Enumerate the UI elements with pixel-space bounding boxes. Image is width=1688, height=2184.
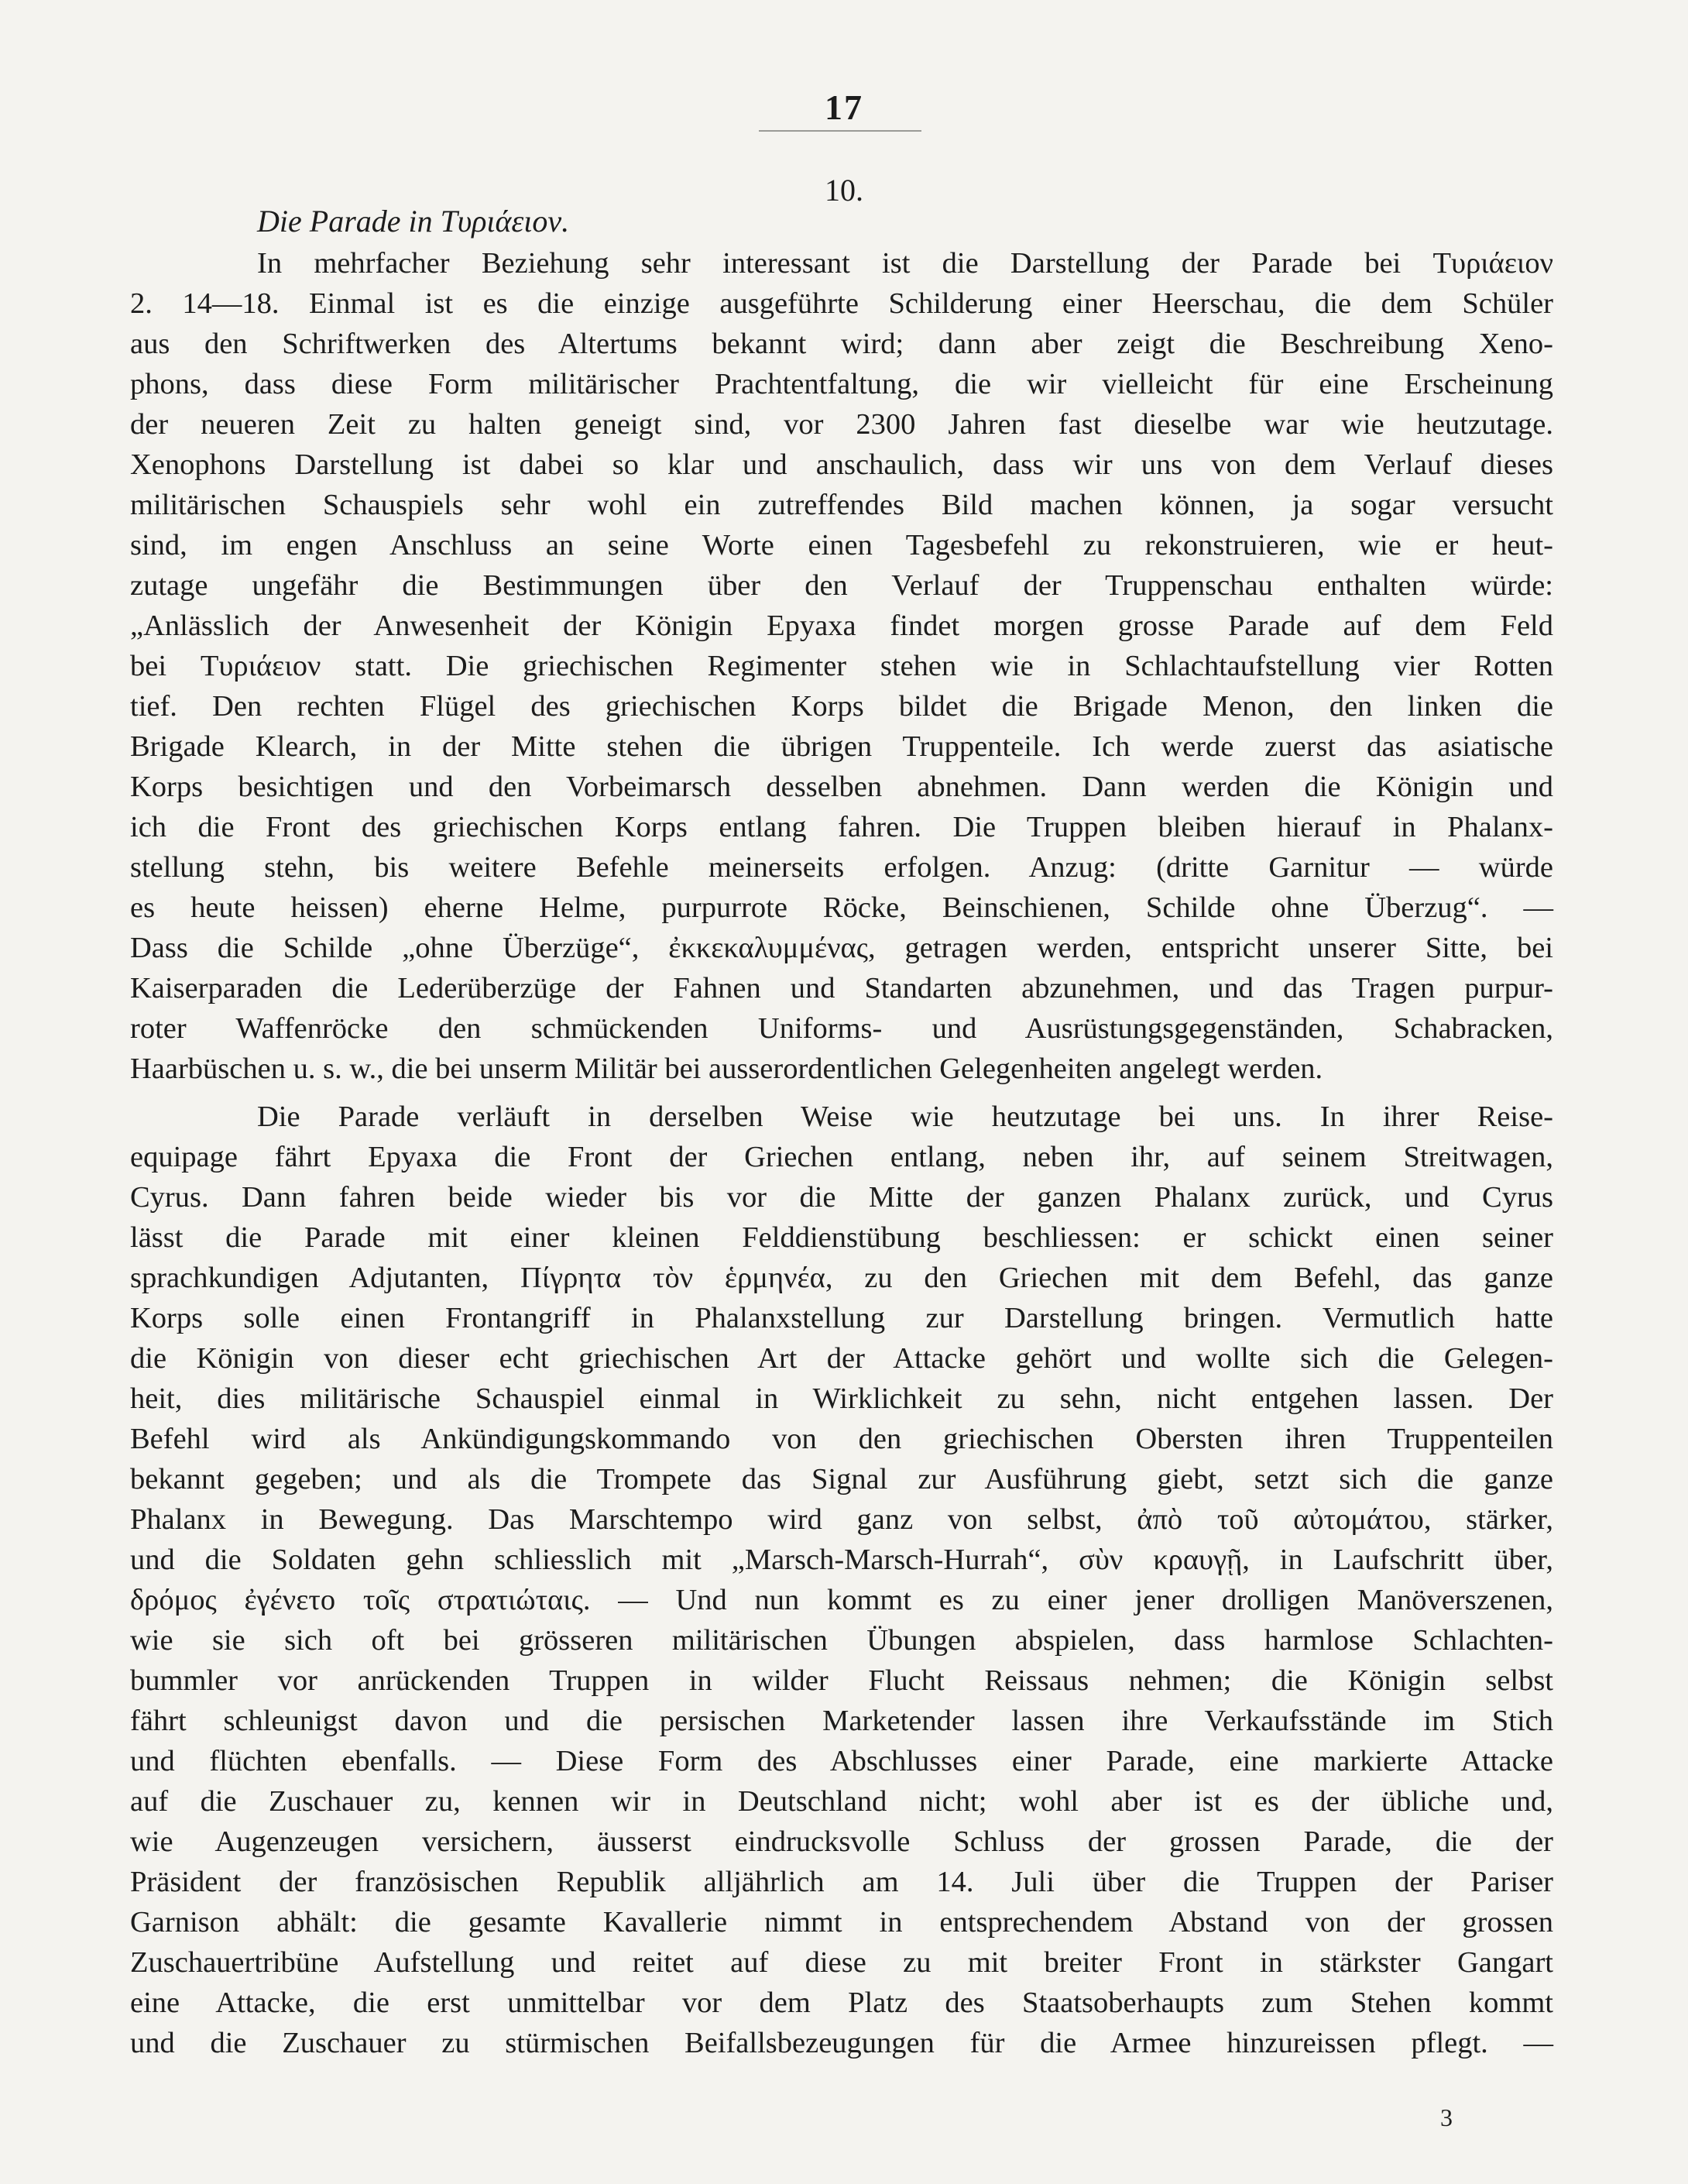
text-line: heit, dies militärische Schauspiel einmal in Wirklichkeit zu sehn, nicht entgehen lassen. Der xyxy=(130,1382,1553,1415)
text-line: wie sie sich oft bei grösseren militärischen Übungen abspielen, dass harmlose Schlachten- xyxy=(130,1624,1553,1657)
text-line: sprachkundigen Adjutanten, Πίγρητα τὸν ἑρμηνέα, zu den Griechen mit dem Befehl, das ganze xyxy=(130,1262,1553,1294)
text-line: In mehrfacher Beziehung sehr interessant ist die Darstellung der Parade bei Τυριάειον xyxy=(257,247,1553,280)
text-line: equipage fährt Epyaxa die Front der Griechen entlang, neben ihr, auf seinem Streitwagen, xyxy=(130,1141,1553,1173)
text-line: eine Attacke, die erst unmittelbar vor dem Platz des Staatsoberhaupts zum Stehen kommt xyxy=(130,1987,1553,2019)
text-line: Garnison abhält: die gesamte Kavallerie nimmt in entsprechendem Abstand von der grossen xyxy=(130,1906,1553,1938)
text-line: Haarbüschen u. s. w., die bei unserm Militär bei ausserordentlichen Gelegenheiten angelegt werden. xyxy=(130,1053,1323,1085)
text-line: Dass die Schilde „ohne Überzüge“, ἐκκεκαλυμμένας, getragen werden, entspricht unserer Sitte, bei xyxy=(130,932,1553,964)
text-line: Korps besichtigen und den Vorbeimarsch desselben abnehmen. Dann werden die Königin und xyxy=(130,771,1553,803)
text-line: δρόμος ἐγένετο τοῖς στρατιώταις. — Und nun kommt es zu einer jener drolligen Manöverszenen, xyxy=(130,1584,1553,1616)
text-line: 2. 14—18. Einmal ist es die einzige ausgeführte Schilderung einer Heerschau, die dem Schüler xyxy=(130,287,1553,320)
section-title: Die Parade in Τυριάειον. xyxy=(257,204,570,239)
text-line: roter Waffenröcke den schmückenden Uniforms- und Ausrüstungsgegenständen, Schabracken, xyxy=(130,1012,1553,1045)
text-line: Die Parade verläuft in derselben Weise wie heutzutage bei uns. In ihrer Reise- xyxy=(257,1101,1553,1133)
text-line: bummler vor anrückenden Truppen in wilder Flucht Reissaus nehmen; die Königin selbst xyxy=(130,1664,1553,1697)
text-line: Brigade Klearch, in der Mitte stehen die übrigen Truppenteile. Ich werde zuerst das asiatische xyxy=(130,730,1553,763)
text-line: sind, im engen Anschluss an seine Worte einen Tagesbefehl zu rekonstruieren, wie er heut- xyxy=(130,529,1553,561)
text-line: bekannt gegeben; und als die Trompete das Signal zur Ausführung giebt, setzt sich die ganze xyxy=(130,1463,1553,1495)
text-line: fährt schleunigst davon und die persischen Marketender lassen ihre Verkaufsstände im Stich xyxy=(130,1705,1553,1737)
text-line: Korps solle einen Frontangriff in Phalanxstellung zur Darstellung bringen. Vermutlich hatte xyxy=(130,1302,1553,1334)
text-line: Cyrus. Dann fahren beide wieder bis vor die Mitte der ganzen Phalanx zurück, und Cyrus xyxy=(130,1181,1553,1214)
text-line: Zuschauertribüne Aufstellung und reitet auf diese zu mit breiter Front in stärkster Gangart xyxy=(130,1946,1553,1979)
section-number: 10. xyxy=(825,173,863,208)
text-line: bei Τυριάειον statt. Die griechischen Regimenter stehen wie in Schlachtaufstellung vier Rotten xyxy=(130,650,1553,682)
text-line: der neueren Zeit zu halten geneigt sind, vor 2300 Jahren fast dieselbe war wie heutzutage. xyxy=(130,408,1553,441)
text-line: tief. Den rechten Flügel des griechischen Korps bildet die Brigade Menon, den linken die xyxy=(130,690,1553,723)
header-rule xyxy=(759,130,921,132)
text-line: Xenophons Darstellung ist dabei so klar und anschaulich, dass wir uns von dem Verlauf dieses xyxy=(130,448,1553,481)
text-line: ich die Front des griechischen Korps entlang fahren. Die Truppen bleiben hierauf in Phalanx- xyxy=(130,811,1553,843)
text-line: „Anlässlich der Anwesenheit der Königin Epyaxa findet morgen grosse Parade auf dem Feld xyxy=(130,610,1553,642)
text-line: Kaiserparaden die Lederüberzüge der Fahnen und Standarten abzunehmen, und das Tragen purpur- xyxy=(130,972,1553,1004)
text-line: und die Zuschauer zu stürmischen Beifallsbezeugungen für die Armee hinzureissen pflegt. — xyxy=(130,2027,1553,2059)
text-line: stellung stehn, bis weitere Befehle meinerseits erfolgen. Anzug: (dritte Garnitur — würde xyxy=(130,851,1553,884)
text-line xyxy=(130,2065,1553,2102)
text-line: die Königin von dieser echt griechischen Art der Attacke gehört und wollte sich die Gelegen- xyxy=(130,1342,1553,1375)
text-line: aus den Schriftwerken des Altertums bekannt wird; dann aber zeigt die Beschreibung Xeno- xyxy=(130,328,1553,360)
text-line: zutage ungefähr die Bestimmungen über den Verlauf der Truppenschau enthalten würde: xyxy=(130,569,1553,602)
text-line: Präsident der französischen Republik alljährlich am 14. Juli über die Truppen der Pariser xyxy=(130,1866,1553,1898)
text-line: lässt die Parade mit einer kleinen Felddienstübung beschliessen: er schickt einen seiner xyxy=(130,1221,1553,1254)
text-line: Phalanx in Bewegung. Das Marschtempo wird ganz von selbst, ἀπὸ τοῦ αὐτομάτου, stärker, xyxy=(130,1503,1553,1536)
text-line: militärischen Schauspiels sehr wohl ein zutreffendes Bild machen können, ja sogar versucht xyxy=(130,489,1553,521)
text-line: es heute heissen) eherne Helme, purpurrote Röcke, Beinschienen, Schilde ohne Überzug“. — xyxy=(130,891,1553,924)
text-line: Befehl wird als Ankündigungskommando von den griechischen Obersten ihren Truppenteilen xyxy=(130,1423,1553,1455)
text-line: phons, dass diese Form militärischer Prachtentfaltung, die wir vielleicht für eine Erscheinung xyxy=(130,368,1553,400)
signature-mark: 3 xyxy=(1440,2103,1453,2131)
text-line: auf die Zuschauer zu, kennen wir in Deutschland nicht; wohl aber ist es der übliche und, xyxy=(130,1785,1553,1818)
text-line: und flüchten ebenfalls. — Diese Form des Abschlusses einer Parade, eine markierte Attacke xyxy=(130,1745,1553,1777)
text-line: und die Soldaten gehn schliesslich mit „Marsch-Marsch-Hurrah“, σὺν κραυγῇ, in Laufschritt über, xyxy=(130,1544,1553,1576)
page-number: 17 xyxy=(825,88,863,127)
text-line: wie Augenzeugen versichern, äusserst eindrucksvolle Schluss der grossen Parade, die der xyxy=(130,1825,1553,1858)
